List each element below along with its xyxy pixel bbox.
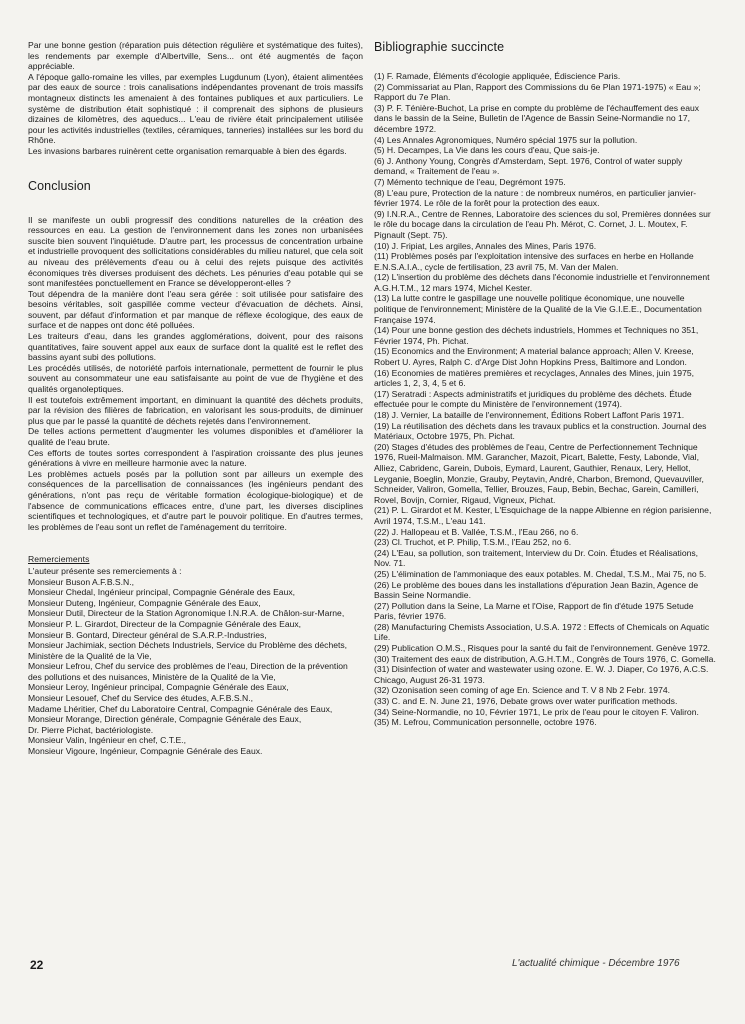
reference-item: (26) Le problème des boues dans les installations d'épuration Jean Bazin, Agence de Bassin Seine Normandie. — [374, 579, 699, 601]
reference-item: (2) Commissariat au Plan, Rapport des Commissions du 6e Plan 1971-1975) « Eau »; Rapport du 7e Plan. — [374, 81, 701, 103]
paragraph: Il est toutefois extrêmement important, en diminuant la quantité des déchets produits, par la révision des filières de fabrication, en valorisant les sous-produits, de diminuer plus que par le passé la quantité de déchets rejetés dans l'environnement. — [28, 394, 363, 426]
acknowledgements-heading: Remerciements — [28, 554, 90, 565]
reference-item: (9) I.N.R.A., Centre de Rennes, Laboratoire des sciences du sol, Premières données sur le rôle du bocage dans la circulation de l'eau Ph. Mérot, C. Cornet, J. L. Moutex, F. Pignault (Sept. 75). — [374, 208, 711, 240]
acknowledgement-line: Monsieur Leroy, Ingénieur principal, Compagnie Générale des Eaux, — [28, 682, 289, 693]
reference-item: (18) J. Vernier, La bataille de l'environnement, Éditions Robert Laffont Paris 1971. — [374, 410, 685, 420]
reference-item: (32) Ozonisation seen coming of age En. Science and T. V 8 Nb 2 Febr. 1974. — [374, 685, 671, 696]
paragraph: Les traiteurs d'eau, dans les grandes agglomérations, doivent, pour des raisons quantitatives, faire souvent appel aux eaux de surface dont la qualité est le reflet des bassins ayant subi des pollutions. — [28, 331, 363, 363]
reference-item: (34) Seine-Normandie, no 10, Février 1971, Le prix de l'eau pour le citoyen F. Valiron. — [374, 706, 699, 717]
reference-item: (6) J. Anthony Young, Congrès d'Amsterdam, Sept. 1976, Control of water supply demand, « Traitement de l'eau ». — [374, 155, 683, 177]
reference-item: (12) L'insertion du problème des déchets dans l'économie industrielle et l'environnement A.G.H.T.M., 12 mars 1974, Michel Kester. — [374, 272, 710, 293]
reference-item: (22) J. Hallopeau et B. Vallée, T.S.M., l'Eau 266, no 6. — [374, 526, 579, 537]
acknowledgement-line: Monsieur Duteng, Ingénieur, Compagnie Générale des Eaux, — [28, 597, 261, 608]
reference-item: (7) Mémento technique de l'eau, Degrémont 1975. — [374, 176, 566, 187]
paragraph: Il se manifeste un oubli progressif des conditions naturelles de la création des ressources en eau. La gestion de l'environnement dans les zones non urbanisées suscite bien souvent l'inquiétude. D'autre part, les processus de concentration urbaine et industrielle provoquent des sollicitations considérables du milieu naturel, que cela soit au niveau des prélèvements d'eau ou à celui des rejets puisque des activités économiques très diverses produisent des déchets. Les pénuries d'eau potable qui se sont manifestées ponctuellement en France se développeront-elles ? — [28, 214, 363, 289]
reference-item: (20) Stages d'études des problèmes de l'eau, Centre de Perfectionnement Technique 1976, Rueil-Malmaison. MM. Garancher, Mazoit, Picart, Balette, Festy, Labonde, Vial, Alliez, Cabridenc, Garein, Dubois, Eymard, Laurent, Gauthier, Renaux, Lery, Hellot, Leyganie, Boeglin, Monzie, Grauby, Peytavin, André, Charbon, Bremond, Quevauviller, Schneider, Valiron, Gomella, Tellier, Brouzes, Faup, Bebin, Bechac, Garein, Camilleri, Rovel, Bovijn, Cornier, Rigaud, Vigneux, Pichat. — [374, 441, 704, 505]
acknowledgement-line: Monsieur Jachimiak, section Déchets Industriels, Service du Problème des déchets, Ministère de la Qualité de la Vie, — [28, 640, 348, 661]
acknowledgement-line: Monsieur P. L. Girardot, Directeur de la Compagnie Générale des Eaux, — [28, 618, 302, 629]
acknowledgement-line: Monsieur Valin, Ingénieur en chef, C.T.E., — [28, 735, 186, 746]
left-column — [28, 40, 363, 757]
reference-item: (16) Economies de matières premières et recyclages, Annales des Mines, juin 1975, articles 1, 2, 3, 4, 5 et 6. — [374, 367, 695, 389]
reference-item: (25) L'élimination de l'ammoniaque des eaux potables. M. Chedal, T.S.M., Mai 75, no 5. — [374, 568, 707, 579]
reference-item: (1) F. Ramade, Éléments d'écologie appliquée, Édiscience Paris. — [374, 71, 621, 81]
acknowledgement-line: Monsieur Lesouef, Chef du Service des études, A.F.B.S.N., — [28, 693, 253, 704]
reference-item: (27) Pollution dans la Seine, La Marne et l'Oise, Rapport de fin d'étude 1975 Setude Paris, février 1976. — [374, 600, 694, 622]
paragraph: Ces efforts de toutes sortes correspondent à l'aspiration croissante des plus jeunes générations à vivre en meilleure harmonie avec la nature. — [28, 447, 363, 469]
paragraph: Les procédés utilisés, de notoriété parfois internationale, permettent de fournir le plus souvent au consommateur une eau satisfaisante au point de vue de l'hygiène et des qualités organoleptiques. — [28, 362, 363, 395]
reference-item: (8) L'eau pure, Protection de la nature : de nombreux numéros, en particulier janvier-février 1974. Le rôle de la forêt pour la protection des eaux. — [374, 187, 697, 209]
reference-item: (4) Les Annales Agronomiques, Numéro spécial 1975 sur la pollution. — [374, 134, 638, 145]
page-number: 22 — [30, 958, 44, 972]
reference-item: (19) La réutilisation des déchets dans les travaux publics et la construction. Journal des Matériaux, Octobre 1975, Ph. Pichat. — [374, 420, 707, 442]
reference-item: (13) La lutte contre le gaspillage une nouvelle politique économique, une nouvelle politique de l'environnement; Ministère de la Qualité de la Vie G.I.E.E., Documentation Française 1974. — [374, 293, 702, 325]
bibliography-heading: Bibliographie succincte — [374, 40, 505, 54]
acknowledgement-line: Dr. Pierre Pichat, bactériologiste. — [28, 724, 154, 735]
reference-item: (28) Manufacturing Chemists Association, U.S.A. 1972 : Effects of Chemicals on Aquatic Life. — [374, 621, 710, 643]
acknowledgement-line: Madame Lhéritier, Chef du Laboratoire Central, Compagnie Générale des Eaux, — [28, 703, 333, 714]
reference-item: (24) L'Eau, sa pollution, son traitement, Interview du Dr. Coin. Études et Réalisations, Nov. 71. — [374, 547, 699, 569]
paragraph: Par une bonne gestion (réparation puis détection régulière et systématique des fuites), les rendements par exemple d'Albertville, Sens... ont été augmentés de façon appréciable. — [28, 40, 363, 72]
acknowledgement-line: Monsieur Chedal, Ingénieur principal, Compagnie Générale des Eaux, — [28, 587, 296, 598]
paragraph: Tout dépendra de la manière dont l'eau sera gérée : soit utilisée pour satisfaire des besoins véritables, soit gaspillée comme vecteur d'évacuation de déchets. Ainsi, souvent, par défaut d'information et par manque de réflexe écologique, des eaux de surface et de nappes ont donc été polluées. — [28, 288, 363, 331]
conclusion-section — [28, 215, 363, 533]
acknowledgement-line: Monsieur B. Gontard, Directeur général de S.A.R.P.-Industries, — [28, 629, 267, 640]
right-column — [374, 40, 716, 728]
paragraph: Les problèmes actuels posés par la pollution sont par ailleurs un exemple des conséquences de la parcellisation de connaissances (les ingénieurs pendant des générations, n'ont pas reçu de véritable formation écologique-biologique) et de l'absence de communications efficaces entre, d'une part, les diverses disciplines scientifiques et technologiques, et d'autre part le pouvoir politique. En d'autres termes, les problèmes de l'eau sont un reflet de l'aménagement du territoire. — [28, 468, 363, 532]
paragraph: Les invasions barbares ruinèrent cette organisation remarquable à bien des égards. — [28, 145, 347, 156]
acknowledgement-line: Monsieur Vigoure, Ingénieur, Compagnie Générale des Eaux. — [28, 746, 263, 757]
reference-item: (21) P. L. Girardot et M. Kester, L'Esquichage de la nappe Albienne en région parisienne, Avril 1974, T.S.M., L'eau 141. — [374, 505, 712, 526]
reference-item: (30) Traitement des eaux de distribution, A.G.H.T.M., Congrès de Tours 1976, C. Gomella. — [374, 653, 716, 664]
acknowledgements-list — [28, 566, 363, 757]
reference-item: (33) C. and E. N. June 21, 1976, Debate grows over water purification methods. — [374, 696, 678, 707]
acknowledgement-line: Monsieur Lefrou, Chef du service des problèmes de l'eau, Direction de la prévention des pollutions et des nuisances, Ministère de la Qualité de la Vie, — [28, 661, 348, 682]
conclusion-heading: Conclusion — [28, 178, 91, 193]
acknowledgement-line: Monsieur Buson A.F.B.S.N., — [28, 576, 135, 587]
reference-item: (31) Disinfection of water and wastewater using ozone. E. W. J. Diaper, Co 1976, A.C.S. Chicago, August 26-31 1973. — [374, 664, 709, 685]
reference-item: (15) Economics and the Environment; A material balance approach; Allen V. Kreese, Robert U. Ayres, Ralph C. d'Arge Dist John Hopkins Press, Baltimore and London. — [374, 346, 694, 368]
acknowledgement-line: Monsieur Dutil, Directeur de la Station Agronomique I.N.R.A. de Châlon-sur-Marne, — [28, 608, 345, 619]
reference-item: (29) Publication O.M.S., Risques pour la santé du fait de l'environnement. Genève 1972. — [374, 643, 711, 654]
journal-footer: L'actualité chimique - Décembre 1976 — [512, 958, 680, 969]
intro-section — [28, 40, 363, 157]
reference-item: (17) Seratradi : Aspects administratifs et juridiques du problème des déchets. Étude effectuée pour le compte du Ministère de l'environnement (1974). — [374, 388, 692, 410]
paragraph: De telles actions permettent d'augmenter les volumes disponibles et d'améliorer la qualité de l'eau brute. — [28, 426, 363, 447]
paragraph: A l'époque gallo-romaine les villes, par exemples Lugdunum (Lyon), étaient alimentées par des eaux de source : trois canalisations indépendantes provenant de trois massifs montagneux distincts les amenaient à des fontaines publiques et aux particuliers. Le système de distribution était sophistiqué : il comprenait des siphons de plusieurs dizaines de kilomètres, des aqueducs... L'eau de rivière était principalement utilisée pour les activités industrielles (textiles, céramiques, tanneries) installées sur les bord du Rhône. — [28, 71, 363, 146]
reference-item: (11) Problèmes posés par l'exploitation intensive des surfaces en herbe en Hollande E.N.S.A.I.A., cycle de fertilisation, 23 avril 75, M. Van der Malen. — [374, 251, 694, 272]
bibliography-list — [374, 71, 716, 728]
reference-item: (5) H. Decampes, La Vie dans les cours d'eau, Que sais-je. — [374, 145, 600, 156]
reference-item: (35) M. Lefrou, Communication personnelle, octobre 1976. — [374, 717, 597, 728]
reference-item: (10) J. Fripiat, Les argiles, Annales des Mines, Paris 1976. — [374, 240, 597, 251]
reference-item: (23) Cl. Truchot, et P. Philip, T.S.M., l'Eau 252, no 6. — [374, 537, 572, 548]
acknowledgement-line: L'auteur présente ses remerciements à : — [28, 565, 182, 576]
acknowledgement-line: Monsieur Morange, Direction générale, Compagnie Générale des Eaux, — [28, 714, 302, 725]
reference-item: (14) Pour une bonne gestion des déchets industriels, Hommes et Techniques no 351, Février 1974, Ph. Pichat. — [374, 325, 699, 346]
reference-item: (3) P. F. Ténière-Buchot, La prise en compte du problème de l'échauffement des eaux dans le bassin de la Seine, Bulletin de l'Agence de Bassin Seine-Normandie no 17, décembre 1972. — [374, 102, 700, 134]
